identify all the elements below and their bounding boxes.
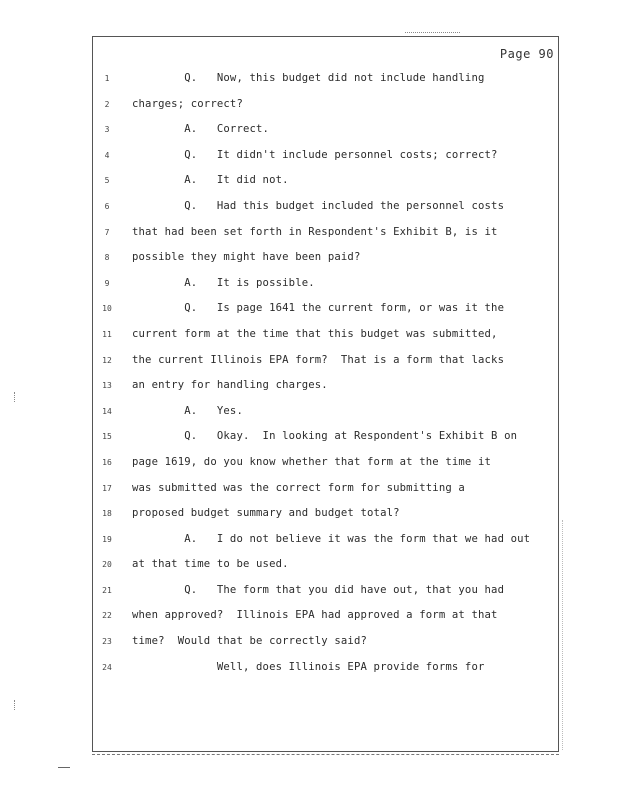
- line-number: 17: [102, 483, 112, 493]
- line-number-column: [96, 66, 118, 680]
- line-number: 11: [102, 329, 112, 339]
- line-number: 19: [102, 534, 112, 544]
- transcript-line: was submitted was the correct form for submitting a: [132, 481, 465, 494]
- line-number: 7: [104, 227, 110, 237]
- line-number: 12: [102, 355, 112, 365]
- scan-artifact-top: [405, 32, 460, 33]
- transcript-line: A. I do not believe it was the form that we had out: [132, 532, 531, 545]
- line-number: 8: [104, 253, 110, 263]
- transcript-line: Q. Had this budget included the personnel costs: [132, 199, 505, 212]
- line-number: 1: [104, 74, 110, 83]
- line-number: 5: [104, 176, 110, 186]
- transcript-line: current form at the time that this budget was submitted,: [132, 327, 498, 340]
- line-number: 20: [102, 560, 112, 570]
- transcript-line: possible they might have been paid?: [132, 251, 361, 264]
- line-number: 9: [104, 278, 110, 288]
- transcript-line: A. It is possible.: [132, 276, 315, 289]
- transcript-line: charges; correct?: [132, 97, 243, 110]
- line-number: 10: [102, 304, 112, 314]
- transcript-line: Q. The form that you did have out, that you had: [132, 583, 505, 596]
- scan-artifact-left: [14, 392, 18, 402]
- transcript-line: page 1619, do you know whether that form at the time it: [132, 455, 492, 468]
- transcript-line: Well, does Illinois EPA provide forms for: [132, 660, 485, 673]
- line-number: 16: [102, 457, 112, 467]
- scan-artifact-corner: [58, 767, 70, 768]
- line-number: 3: [104, 125, 110, 135]
- line-number: 4: [104, 150, 110, 160]
- transcript-line: the current Illinois EPA form? That is a form that lacks: [132, 353, 505, 366]
- transcript-line: A. It did not.: [132, 174, 289, 187]
- line-number: 21: [102, 585, 112, 595]
- transcript-line: that had been set forth in Respondent's Exhibit B, is it: [132, 225, 498, 238]
- transcript-line: at that time to be used.: [132, 558, 289, 571]
- transcript-line: Q. Okay. In looking at Respondent's Exhibit B on: [132, 430, 518, 443]
- transcript-line: Q. Is page 1641 the current form, or was it the: [132, 302, 505, 315]
- transcript-line: Q. Now, this budget did not include handling: [132, 72, 485, 84]
- frame-bottom-rule: [92, 754, 559, 755]
- transcript-line: Q. It didn't include personnel costs; correct?: [132, 148, 498, 161]
- transcript-line: A. Yes.: [132, 404, 243, 417]
- line-number: 23: [102, 637, 112, 647]
- transcript-line: when approved? Illinois EPA had approved a form at that: [132, 609, 498, 622]
- scan-artifact-left: [14, 700, 18, 710]
- line-number: 24: [102, 662, 112, 672]
- line-number: 15: [102, 432, 112, 442]
- page-number: Page 90: [499, 47, 554, 61]
- line-number: 22: [102, 611, 112, 621]
- transcript-body: [132, 66, 552, 680]
- transcript-line: an entry for handling charges.: [132, 379, 328, 392]
- line-number: 18: [102, 509, 112, 519]
- line-number: 13: [102, 381, 112, 391]
- scan-artifact-right: [562, 520, 563, 750]
- transcript-line: time? Would that be correctly said?: [132, 635, 368, 648]
- transcript-line: proposed budget summary and budget total?: [132, 507, 400, 520]
- transcript-line: A. Correct.: [132, 123, 270, 136]
- line-number: 14: [102, 406, 112, 416]
- line-number: 6: [104, 201, 110, 211]
- line-number: 2: [104, 99, 110, 109]
